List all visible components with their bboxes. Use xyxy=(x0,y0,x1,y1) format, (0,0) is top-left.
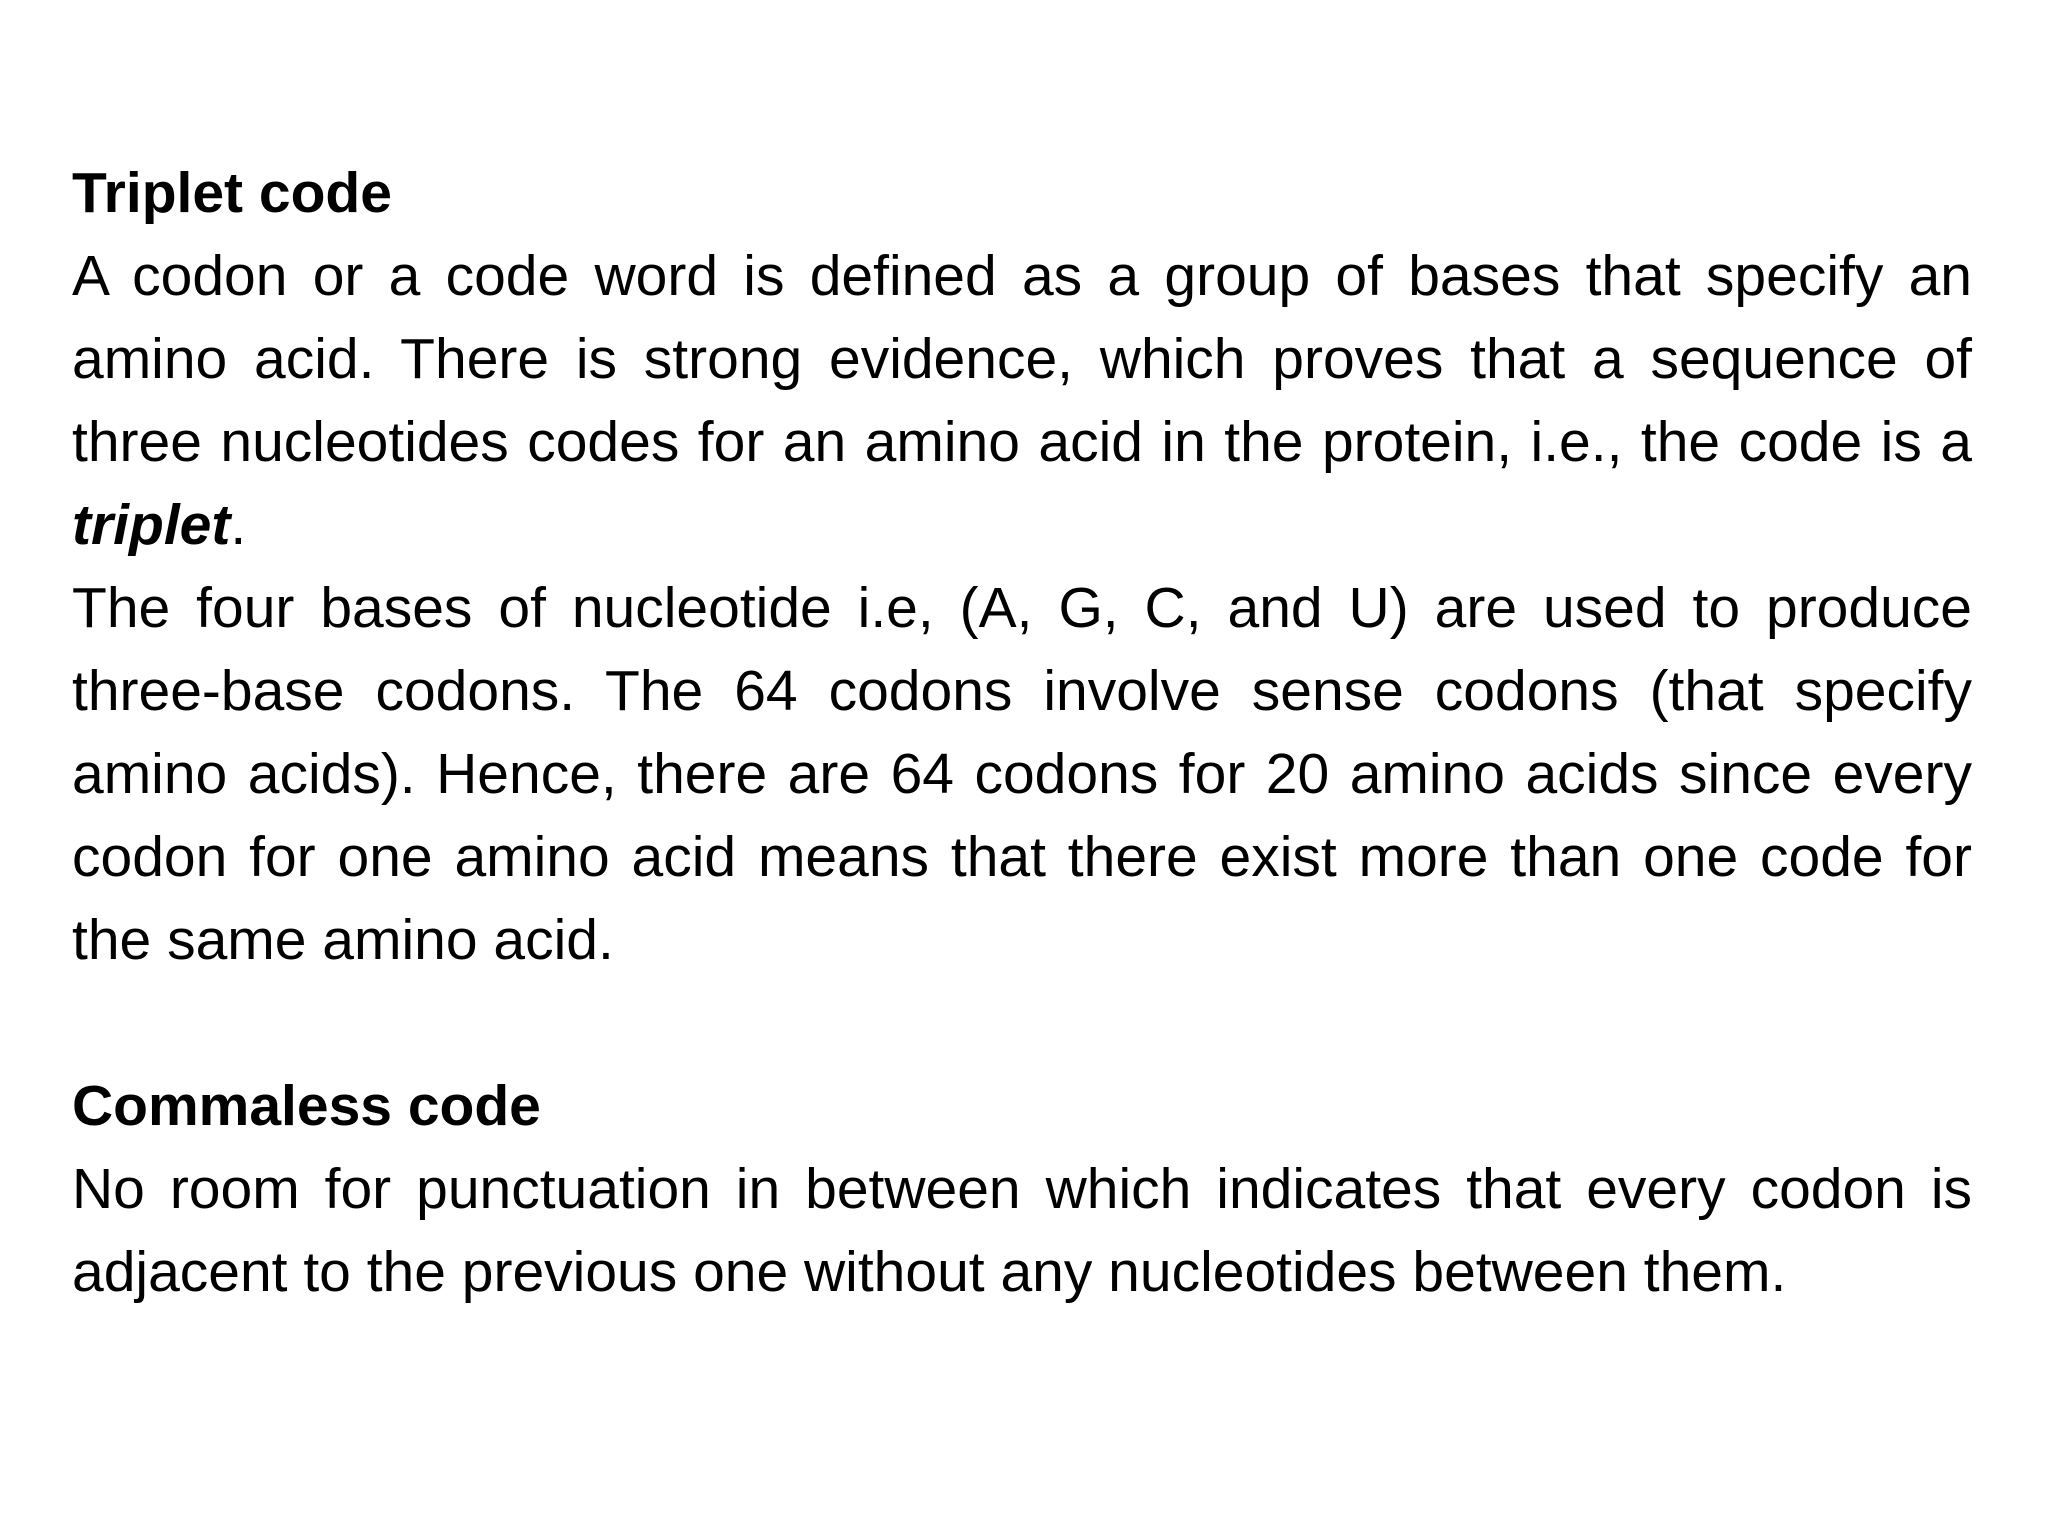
paragraph-commaless: No room for punctuation in between which indicates that every codon is adjacent to the previous one without any nucleotides between them. xyxy=(72,1157,1972,1304)
emphasized-term-triplet: triplet xyxy=(72,493,231,557)
section-heading-commaless-code: Commaless code xyxy=(72,1074,541,1138)
section-spacer xyxy=(72,982,1972,1065)
paragraph-text: A codon or a code word is defined as a group of bases that specify an amino acid. There is strong evidence, which proves that a sequence of three nucleotides codes for an amino acid in the protein, i.e., the code is a xyxy=(72,244,1972,474)
slide-content xyxy=(72,152,1972,1314)
paragraph-four-bases: The four bases of nucleotide i.e, (A, G, C, and U) are used to produce three-base codons. The 64 codons involve sense codons (that specify amino acids). Hence, there are 64 codons for 20 amino acids since every codon for one amino acid means that there exist more than one code for the same amino acid. xyxy=(72,576,1972,972)
paragraph-text-end: . xyxy=(230,493,247,557)
paragraph-codon-definition xyxy=(72,235,1972,567)
section-heading-triplet-code: Triplet code xyxy=(72,161,392,225)
